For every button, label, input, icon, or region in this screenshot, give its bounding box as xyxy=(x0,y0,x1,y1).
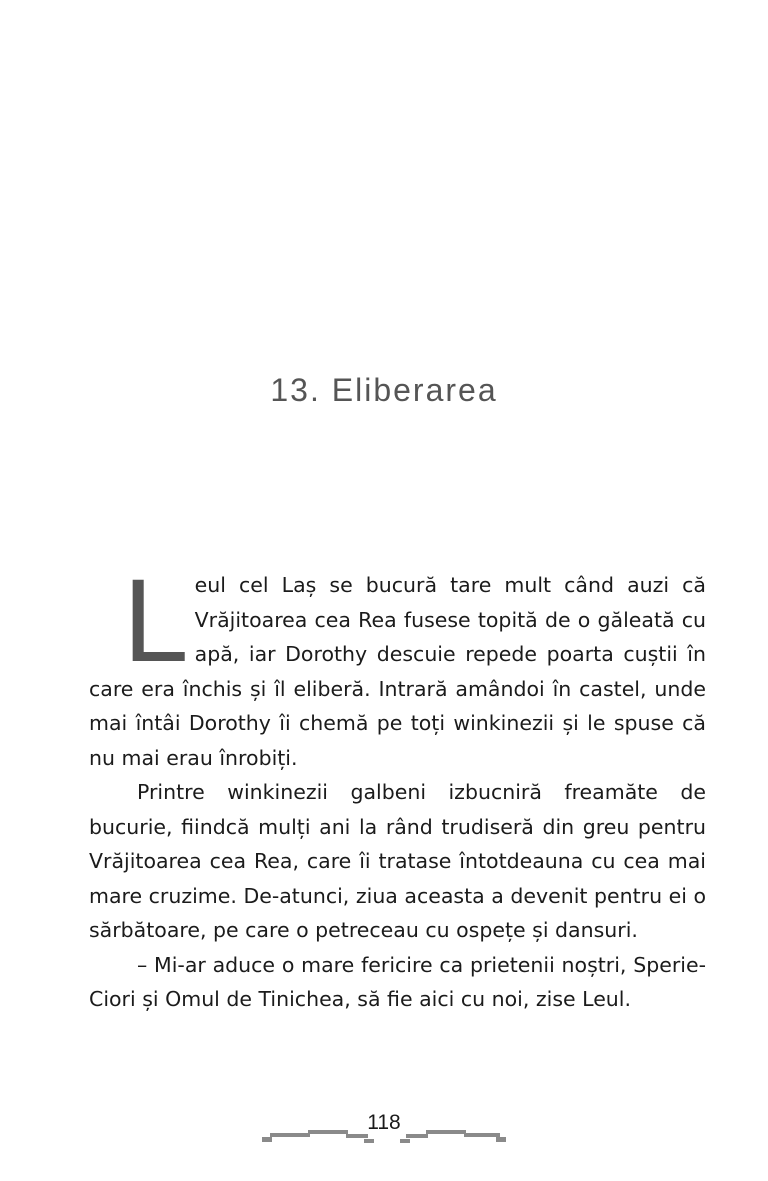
drop-cap: L xyxy=(123,555,189,687)
paragraph-3: – Mi-ar aduce o mare fericire ca prietenii noștri, Sperie-Ciori și Omul de Tinichea, să fie aici cu noi, zise Leul. xyxy=(89,952,706,1011)
chapter-title: 13. Eliberarea xyxy=(270,372,498,408)
paragraph-2: Printre winkinezii galbeni izbucniră freamăte de bucurie, fiindcă mulți ani la rând trudiseră din greu pentru Vrăjitoarea cea Rea, care îi tratase întotdeauna cu cea mai mare cruzime. De-atunci, ziua aceasta a devenit pentru ei o sărbătoare, pe care o petreceau cu ospețe și dansuri. xyxy=(89,780,706,942)
page-number: 118 xyxy=(367,1111,401,1134)
paragraph-1 xyxy=(89,555,706,775)
paragraph-1-text: eul cel Laș se bucură tare mult când auzi că Vrăjitoarea cea Rea fusese topită de o găleată cu apă, iar Dorothy descuie repede poarta cuștii în care era închis și îl eliberă. Intrară amândoi în castel, unde mai întâi Dorothy îi chemă pe toți winkinezii și le spuse că nu mai erau înrobiți. xyxy=(89,573,706,770)
body-text xyxy=(89,555,706,1017)
